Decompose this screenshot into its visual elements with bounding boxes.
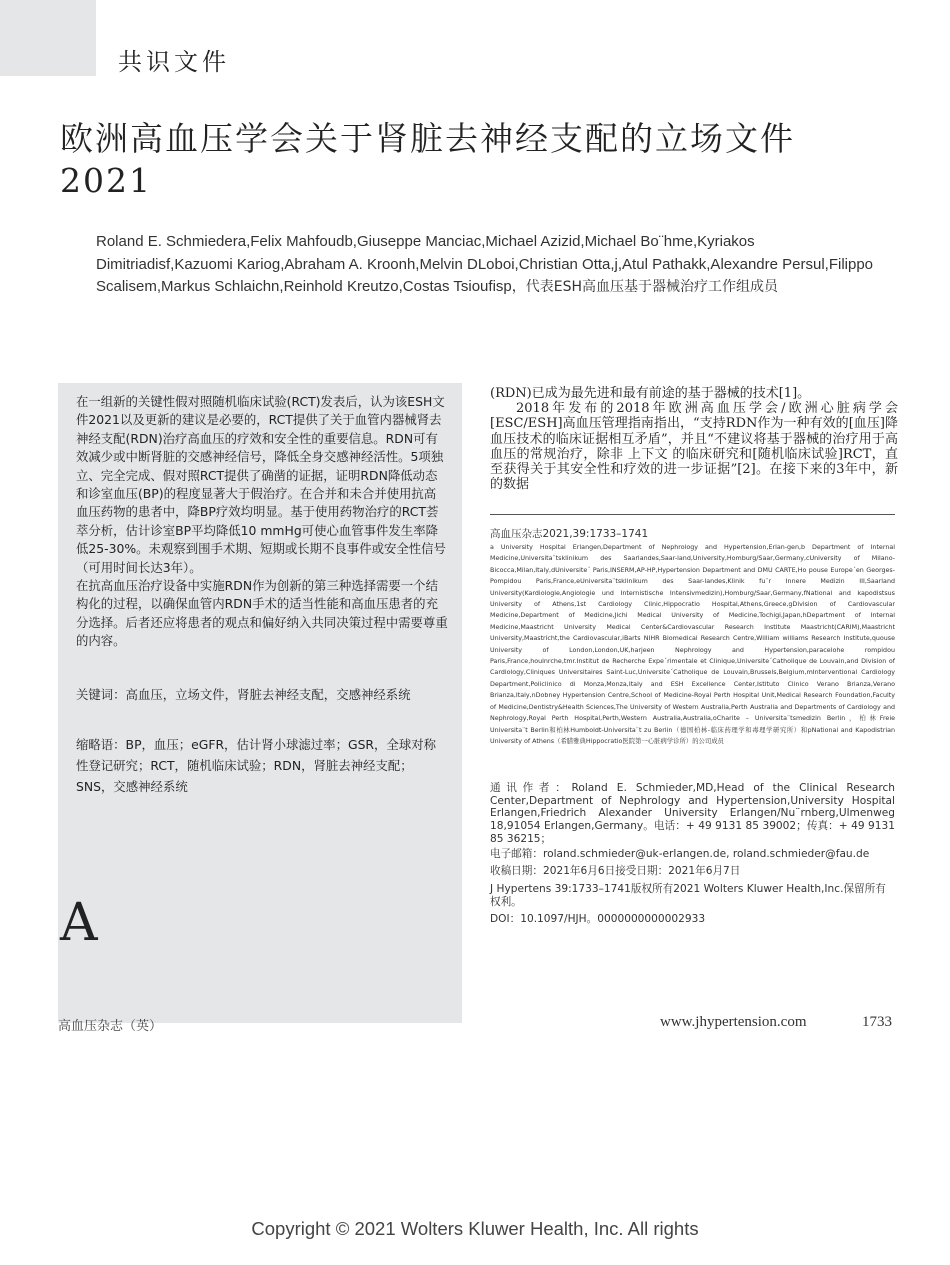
author-names: Roland E. Schmiedera,Felix Mahfoudb,Giuseppe Manciac,Michael Azizid,Michael Bo¨hme,Kyriakos Dimitriadisf,Kazuomi Kariog,Abraham A. Kroonh,Melvin DLoboi,Christian Otta,j,Atul Pathakk,Alexandre Persul,Filippo Scalisem,Markus Schlaichn,Reinhold Kreutzo,Costas Tsioufisp (96, 233, 874, 295)
abstract-paragraph-1: 在一组新的关键性假对照随机临床试验(RCT)发表后，认为该ESH文件2021以及更新的建议是必要的，RCT提供了关于血管内器械肾去神经支配(RDN)治疗高血压的疗效和安全性的重要信息。RDN可有效减少或中断肾脏的交感神经信号，降低全身交感神经活性。5项独立、完全完成、假对照RCT提供了确凿的证据，证明RDN降低动态和诊室血压(BP)的程度显著大于假治疗。在合并和未合并使用抗高血压药物的患者中，降BP疗效均明显。基于使用药物治疗的RCT荟萃分析，估计诊室BP平均降低10 mmHg可使心血管事件发生率降低25-30%。未观察到围手术期、短期或长期不良事件或安全性信号（可用时间长达3年）。 (76, 394, 446, 575)
keywords: 关键词：高血压，立场文件，肾脏去神经支配，交感神经系统 (76, 687, 411, 702)
article-title: 欧洲高血压学会关于肾脏去神经支配的立场文件2021 (60, 119, 795, 200)
journal-website: www.jhypertension.com (660, 1014, 807, 1030)
section-label: 共识文件 (118, 48, 230, 76)
footnote-divider (490, 514, 895, 515)
intro-line-1: (RDN)已成为最先进和最有前途的基于器械的技术[1]。 (490, 386, 811, 401)
drop-letter: A (60, 893, 98, 953)
copyright-banner: Copyright © 2021 Wolters Kluwer Health, Inc. All rights (251, 1218, 699, 1239)
abbreviations: 缩略语：BP，血压；eGFR，估计肾小球滤过率；GSR，全球对称性登记研究；RCT，随机临床试验；RDN，肾脏去神经支配；SNS，交感神经系统 (76, 737, 436, 794)
intro-text (490, 386, 898, 492)
journal-reference: 高血压杂志2021,39:1733–1741 (490, 528, 649, 540)
page-number: 1733 (862, 1014, 892, 1030)
doi-line: DOI：10.1097/HJH。0000000000002933 (490, 913, 706, 925)
correspondence: 通讯作者：Roland E. Schmieder,MD,Head of the Clinical Research Center,Department of Nephrology and Hypertension,University Hospital Erlangen,Friedrich Alexander University Erlangen/Nu¨rnberg,Ulmenweg 18,91054 Erlangen,Germany。电话：+ 49 9131 85 39002；传真：+ 49 9131 85 36215； (490, 782, 895, 845)
abstract-text (76, 393, 448, 651)
affiliations: a University Hospital Erlangen,Department of Nephrology and Hypertension,Erlan-gen,b Department of Internal Medicine,Universita¨tsklinikum des Saarlandes,Saar-land,University,Homburg/Saar,Germany,cUniversity of Milano-Bicocca,Milan,Italy,dUniversite´ Paris,INSERM,AP-HP,Hypertension Department and DMU CARTE,Ho pouse Europe´en Georges-Pompidou Paris,France,eUniversita¨tsklinikum des Saar-landes,Klinik fu¨r Innere Medizin III,Saarland University(Kardiologie,Angiologie und Internistische Intensivmedizin),Homburg/Saar,Germany,fNational and kapodistsus University of Athens,1st Cardiology Clinic,Hippocratio Hospital,Athens,Greece,gDivision of Cardiovascular Medicine,Department of Medicine,Jichi Medical University of Medicine,Tochigi,Japan,hDepartment of Internal Medicine,Maastricht University Medical Center&Cardiovascular Research Institute Maastricht(CARIM),Maastricht University,Maastricht,the Cardiovascular,iBarts NIHR Biomedical Research Centre,William williams Research Institute,quouse University of London,London,UK,harjeen Nephrology and Hypertension,paracelohe rompidou Paris,France,houlnrche,tmr.Institut de Recherche Expe´rimentale et Clinique,Universite´Catholique de Louvain,and Division of Cardiology,Cliniques Universitaires Saint-Luc,Universite´Catholique de Louvain,Brussels,Belgium,mInterventional Cardiology Department,Policlinico di Monza,Monza,Italy and ESH Excellence Center,Istituto Clinico Verano Brianza,Verano Brianza,Italy,nDobney Hypertension Centre,School of Medicine-Royal Perth Hospital Unit,Medical Research Foundation,Faculty of Medicine,Dentistry&Health Sciences,The University of Western Australia,Perth Australia and Departments of Cardiology and Nephrology,Royal Perth Hospital,Perth,Western Australia,Australia,oCharite – Universita¨tsmedizin Berlin，柏林Freie Universita¨t Berlin和柏林Humboldt-Universita¨t zu Berlin（德国柏林-临床药理学和毒理学研究所）和pNational and Kapodistrian University of Athens（希腊雅典Hippocratio医院第一心脏病学诊所）的公司成员 (490, 544, 895, 745)
received-dates: 收稿日期：2021年6月6日接受日期：2021年6月7日 (490, 865, 741, 877)
abstract-paragraph-2: 在抗高血压治疗设备中实施RDN作为创新的第三种选择需要一个结构化的过程，以确保血管内RDN手术的适当性能和高血压患者的充分选择。后者还应将患者的观点和偏好纳入共同决策过程中需要尊重的内容。 (76, 578, 448, 649)
corner-decor-block (0, 0, 96, 76)
footer-journal-ghost: 高血压杂志（英） (58, 1019, 163, 1034)
author-group: ，代表ESH高血压基于器械治疗工作组成员 (511, 279, 779, 295)
intro-paragraph-2: 2018年发布的2018年欧洲高血压学会/欧洲心脏病学会[ESC/ESH]高血压管理指南指出，“支持RDN作为一种有效的[血压]降血压技术的临床证据相互矛盾”，并且“不建议将基于器械的治疗用于高血压的常规治疗，除非 上下文 的临床研究和[随机临床试验]RCT，直至获得关于其安全性和疗效的进一步证据”[2]。在接下来的3年中，新的数据 (490, 401, 898, 493)
email-line: 电子邮箱：roland.schmieder@uk-erlangen.de, roland.schmieder@fau.de (490, 848, 870, 860)
author-list (96, 231, 876, 299)
copyright-notice: J Hypertens 39:1733–1741版权所有2021 Wolters Kluwer Health,Inc.保留所有权利。 (490, 883, 886, 908)
